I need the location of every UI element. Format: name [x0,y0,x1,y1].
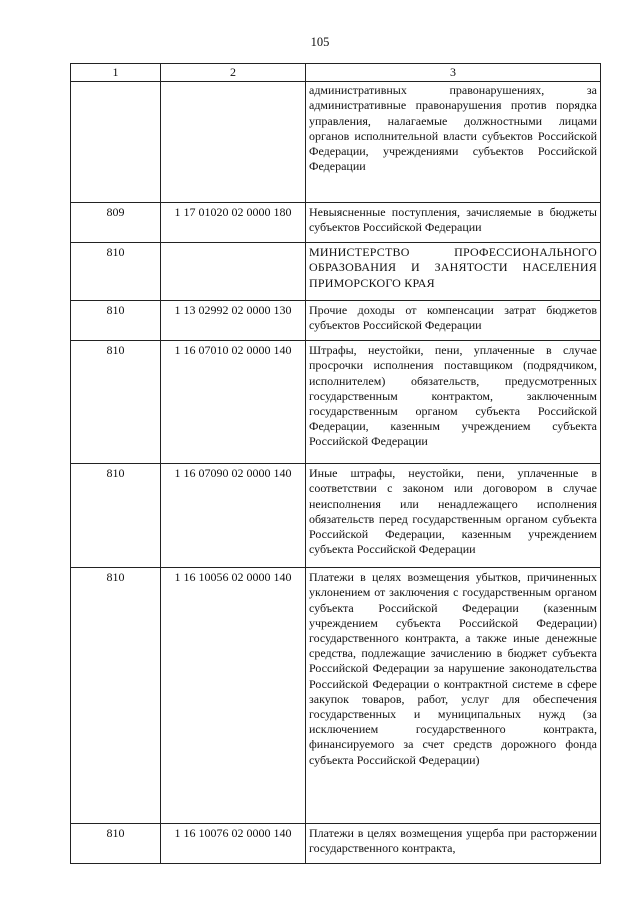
table-header-row [71,64,601,82]
revenue-name-cell: Платежи в целях возмещения ущерба при расторжении государственного контракта, [306,824,601,864]
revenue-code-cell: 1 16 10056 02 0000 140 [161,568,306,824]
revenue-code-cell: 1 13 02992 02 0000 130 [161,301,306,341]
column-header-1: 1 [71,64,161,82]
revenue-code-cell: 1 16 10076 02 0000 140 [161,824,306,864]
table-row [71,568,601,824]
revenue-name-cell: Невыясненные поступления, зачисляемые в бюджеты субъектов Российской Федерации [306,203,601,243]
admin-code-cell [71,82,161,203]
table-row [71,82,601,203]
revenue-code-cell: 1 17 01020 02 0000 180 [161,203,306,243]
table-row [71,243,601,301]
column-header-3: 3 [306,64,601,82]
revenue-name-cell: Прочие доходы от компенсации затрат бюджетов субъектов Российской Федерации [306,301,601,341]
table-row [71,203,601,243]
admin-code-cell: 809 [71,203,161,243]
table-row [71,301,601,341]
admin-code-cell: 810 [71,824,161,864]
revenue-code-cell [161,82,306,203]
table-row [71,824,601,864]
admin-code-cell: 810 [71,464,161,568]
revenue-name-cell: Платежи в целях возмещения убытков, причиненных уклонением от заключения с государственным органом субъекта Российской Федерации (казенным учреждением субъекта Российской Федерации) государственного контракта, а также иные денежные средства, подлежащие зачислению в бюджет субъекта Российской Федерации за нарушение законодательства Российской Федерации о контрактной системе в сфере закупок товаров, работ, услуг для обеспечения государственных и муниципальных нужд (за исключением государственного контракта, финансируемого за счет средств дорожного фонда субъекта Российской Федерации) [306,568,601,824]
column-header-2: 2 [161,64,306,82]
admin-code-cell: 810 [71,243,161,301]
revenue-code-table [70,63,601,864]
page-number: 105 [310,35,330,49]
admin-code-cell: 810 [71,341,161,464]
table-row [71,341,601,464]
revenue-code-cell: 1 16 07090 02 0000 140 [161,464,306,568]
revenue-name-cell: Иные штрафы, неустойки, пени, уплаченные в соответствии с законом или договором в случае неисполнения или ненадлежащего исполнения обязательств перед государственным органом субъекта Российской Федерации, казенным учреждением субъекта Российской Федерации [306,464,601,568]
table-row [71,464,601,568]
admin-code-cell: 810 [71,301,161,341]
revenue-code-cell [161,243,306,301]
revenue-name-cell: Штрафы, неустойки, пени, уплаченные в случае просрочки исполнения поставщиком (подрядчиком, исполнителем) обязательств, предусмотренных государственным контрактом, заключенным государственным органом субъекта Российской Федерации, казенным учреждением субъекта Российской Федерации [306,341,601,464]
ministry-heading-cell: МИНИСТЕРСТВО ПРОФЕССИОНАЛЬНОГО ОБРАЗОВАНИЯ И ЗАНЯТОСТИ НАСЕЛЕНИЯ ПРИМОРСКОГО КРАЯ [306,243,601,301]
revenue-code-cell: 1 16 07010 02 0000 140 [161,341,306,464]
admin-code-cell: 810 [71,568,161,824]
revenue-name-cell: административных правонарушениях, за административные правонарушения против порядка управления, налагаемые должностными лицами органов исполнительной власти субъектов Российской Федерации, учреждениями субъектов Российской Федерации [306,82,601,203]
